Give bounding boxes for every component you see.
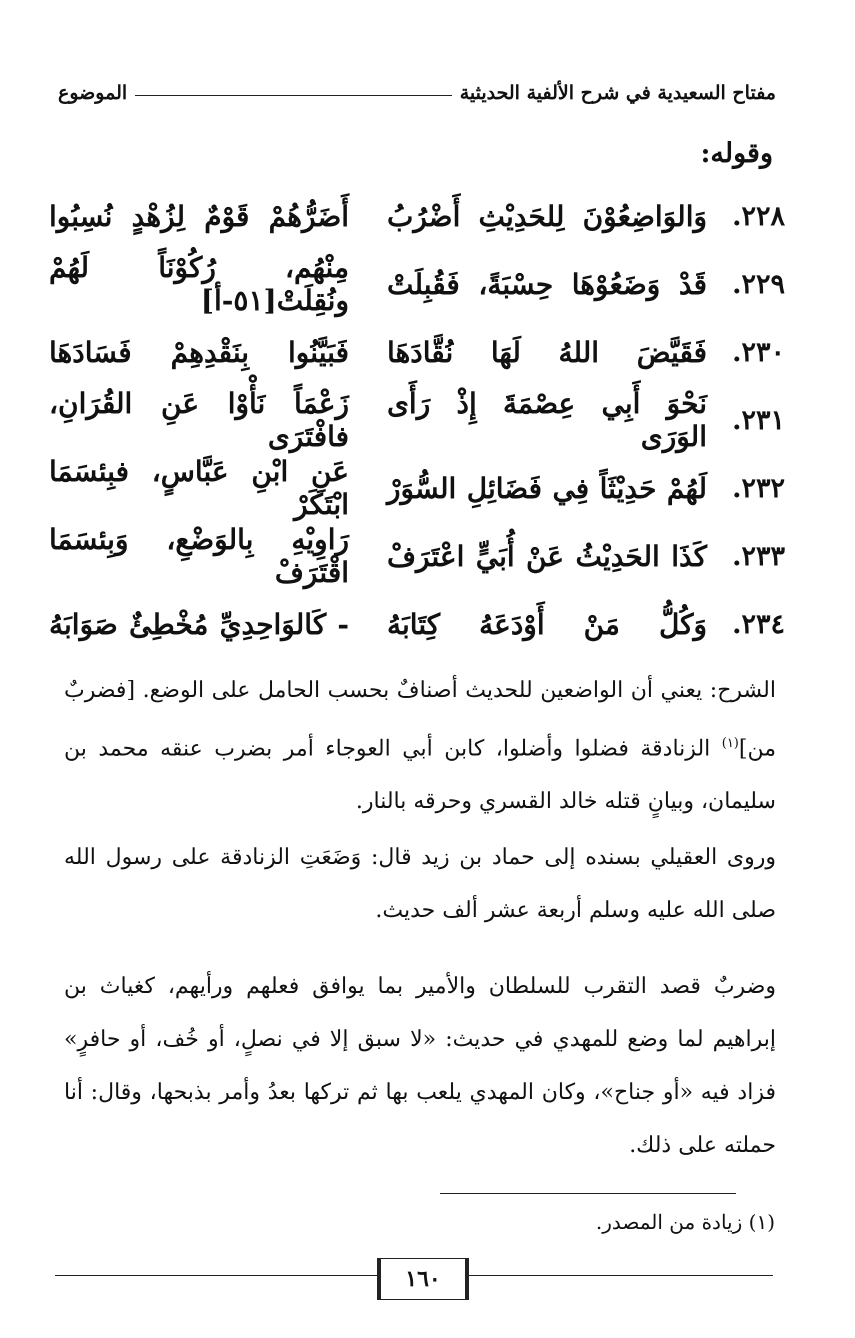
first-hemistich: فَقَيَّضَ اللهُ لَهَا نُقَّادَهَا bbox=[387, 335, 707, 369]
verse-line bbox=[40, 318, 785, 386]
commentary-text: وضربٌ قصد التقرب للسلطان والأمير بما يوافق فعلهم ورأيهم، كغياث بن إبراهيم لما وضع للمهدي في حديث: «لا سبق إلا في نصلٍ، أو خُف، أو حافرٍ» فزاد فيه «أو جناح»، وكان المهدي يلعب بها ثم تركها بعدُ وأمر بذبحها، وقال: أنا حملته على ذلك. bbox=[64, 974, 776, 1158]
first-hemistich: وَكُلُّ مَنْ أَوْدَعَهُ كِتَابَهُ bbox=[387, 607, 707, 641]
first-hemistich: قَدْ وَضَعُوْهَا حِسْبَةً، فَقُبِلَتْ bbox=[387, 267, 707, 301]
commentary-text: وروى العقيلي بسنده إلى حماد بن زيد قال: وَضَعَتِ الزنادقة على رسول الله صلى الله عليه وسلم أربعة عشر ألف حديث. bbox=[64, 845, 776, 923]
header-rule bbox=[135, 95, 452, 96]
verse-line bbox=[40, 590, 785, 658]
verse-number: ٢٢٩. bbox=[732, 268, 785, 300]
second-hemistich: عَنِ ابْنِ عَبَّاسٍ، فبِئسَمَا ابْتَكَرْ bbox=[49, 455, 349, 521]
second-hemistich: فَبَيَّنُوا بِنَقْدِهِمْ فَسَادَهَا bbox=[49, 335, 349, 369]
commentary-text: الزنادقة فضلوا وأضلوا، كابن أبي العوجاء أمر بضرب عنقه محمد بن سليمان، وبيانٍ قتله خالد القسري وحرقه بالنار. bbox=[64, 736, 776, 815]
second-hemistich: رَاوِيْهِ بِالوَضْعِ، وَبِئسَمَا اقْتَرَفْ bbox=[49, 523, 349, 589]
second-hemistich: أَضَرُّهُمْ قَوْمٌ لِزُهْدٍ نُسِبُوا bbox=[49, 199, 349, 233]
first-hemistich: كَذَا الحَدِيْثُ عَنْ أُبَيٍّ اعْتَرَفْ bbox=[387, 539, 707, 573]
page-number bbox=[377, 1258, 469, 1300]
second-hemistich: - كَالوَاحِدِيِّ مُخْطِئٌ صَوَابَهُ bbox=[49, 607, 349, 641]
editorial-insertion: [فضربٌ من] bbox=[64, 678, 776, 762]
verse-number: ٢٣٤. bbox=[732, 608, 785, 640]
commentary-paragraph bbox=[64, 664, 776, 828]
page-number-text: ١٦٠ bbox=[405, 1266, 441, 1292]
book-title: مفتاح السعيدية في شرح الألفية الحديثية bbox=[459, 82, 776, 104]
second-hemistich: زَعْمَاً نَأْوْا عَنِ القُرَانِ، فافْتَرَى bbox=[49, 387, 349, 453]
verse-list bbox=[40, 182, 785, 658]
commentary-paragraph bbox=[64, 960, 776, 1172]
footnote-reference[interactable]: (١) bbox=[721, 736, 739, 751]
verse-intro: وقوله: bbox=[700, 138, 773, 169]
verse-number: ٢٣٠. bbox=[732, 336, 785, 368]
verse-line bbox=[40, 182, 785, 250]
second-hemistich: مِنْهُم، رُكُوْنَاً لَهُمْ ونُقِلَتْ[٥١-أ] bbox=[49, 251, 349, 317]
commentary-paragraph bbox=[64, 831, 776, 937]
verse-line bbox=[40, 454, 785, 522]
verse-number: ٢٢٨. bbox=[732, 200, 785, 232]
verse-number: ٢٣٣. bbox=[732, 540, 785, 572]
footnote-separator bbox=[440, 1193, 736, 1194]
first-hemistich: نَحْوَ أَبِي عِصْمَةَ إِذْ رَأَى الوَرَى bbox=[387, 387, 707, 453]
verse-number: ٢٣١. bbox=[732, 404, 785, 436]
first-hemistich: لَهُمْ حَدِيْثَاً فِي فَضَائِلِ السُّوَرْ bbox=[387, 471, 707, 505]
verse-line bbox=[40, 522, 785, 590]
verse-number: ٢٣٢. bbox=[732, 472, 785, 504]
verse-line bbox=[40, 386, 785, 454]
chapter-topic: الموضوع bbox=[58, 82, 128, 104]
verse-line bbox=[40, 250, 785, 318]
running-header bbox=[58, 70, 776, 104]
first-hemistich: وَالوَاضِعُوْنَ لِلحَدِيْثِ أَضْرُبُ bbox=[387, 199, 707, 233]
footnote: (١) زيادة من المصدر. bbox=[595, 1210, 775, 1234]
commentary-text: الشرح: يعني أن الواضعين للحديث أصنافٌ بحسب الحامل على الوضع. bbox=[142, 678, 777, 703]
